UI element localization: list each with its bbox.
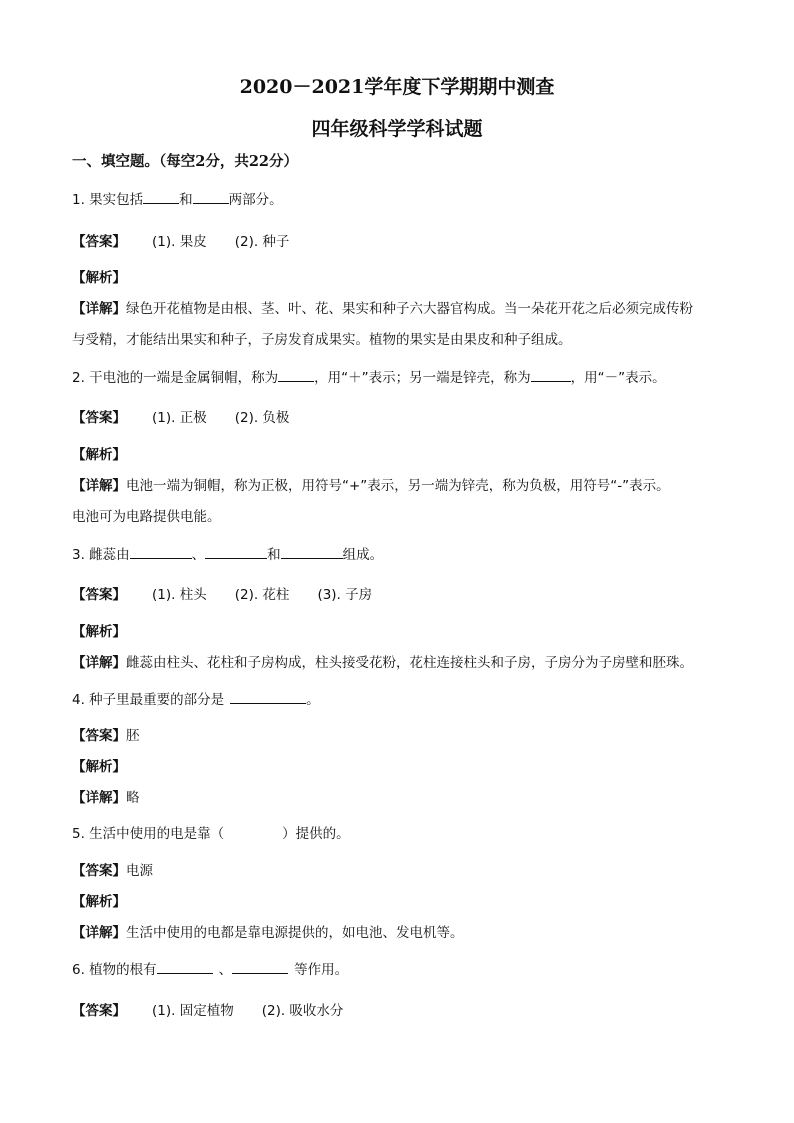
detail-label: 【详解】 [72, 790, 126, 806]
q1-text-2: 和 [179, 192, 193, 208]
answer-label: 【答案】 [72, 234, 126, 250]
detail-label: 【详解】 [72, 478, 126, 494]
q5-answer [72, 859, 153, 879]
q4-detail-line-1 [72, 786, 140, 806]
q2-answer-2: (2). 负极 [234, 410, 290, 426]
q3-answer-2: (2). 花柱 [234, 587, 290, 603]
answer-label: 【答案】 [72, 1003, 126, 1019]
detail-label: 【详解】 [72, 301, 126, 317]
q3-analysis [72, 620, 126, 640]
q6-answer [72, 999, 343, 1019]
q3-blank-2 [205, 544, 267, 559]
q4-answer [72, 724, 140, 744]
analysis-label: 【解析】 [72, 270, 126, 286]
question-3 [72, 543, 383, 563]
q6-answer-1: (1). 固定植物 [152, 1003, 234, 1019]
q1-blank-2 [193, 189, 229, 204]
q1-analysis [72, 266, 126, 286]
q5-answer-1: 电源 [126, 863, 153, 879]
q2-answer-1: (1). 正极 [152, 410, 207, 426]
q1-answer-1: (1). 果皮 [152, 234, 207, 250]
q1-text-1: 1. 果实包括 [72, 192, 144, 208]
q1-text-3: 两部分。 [228, 192, 283, 208]
question-1 [72, 188, 283, 208]
detail-label: 【详解】 [72, 655, 126, 671]
q6-answer-2: (2). 吸收水分 [261, 1003, 344, 1019]
q3-text-2: 、 [191, 547, 206, 563]
q5-text-2: ）提供的。 [282, 826, 350, 842]
q3-text-4: 组成。 [342, 547, 384, 563]
q5-text-1: 5. 生活中使用的电是靠（ [72, 826, 225, 842]
q4-analysis [72, 755, 126, 775]
q2-blank-2 [531, 367, 571, 382]
q3-answer-3: (3). 子房 [317, 587, 373, 603]
q2-text-3: ，用“－”表示。 [570, 370, 666, 386]
q6-text-2: 、 [218, 962, 233, 978]
answer-label: 【答案】 [72, 587, 126, 603]
q1-detail-line-1 [72, 297, 693, 317]
exam-title: 2020－2021学年度下学期期中测查 [239, 76, 555, 98]
q4-blank-1 [230, 689, 306, 704]
analysis-label: 【解析】 [72, 894, 126, 910]
q4-detail-text-1: 略 [126, 790, 140, 806]
q3-blank-1 [130, 544, 192, 559]
q5-detail-text-1: 生活中使用的电都是靠电源提供的，如电池、发电机等。 [126, 925, 464, 941]
q1-detail-text-1: 绿色开花植物是由根、茎、叶、花、果实和种子六大器官构成。当一朵花开花之后必须完成传粉 [126, 301, 693, 317]
analysis-label: 【解析】 [72, 759, 126, 775]
q5-analysis [72, 890, 126, 910]
q2-detail-line-1 [72, 474, 670, 494]
q3-detail-text-1: 雌蕊由柱头、花柱和子房构成，柱头接受花粉，花柱连接柱头和子房，子房分为子房壁和胚珠。 [126, 655, 693, 671]
q6-text-1: 6. 植物的根有 [72, 962, 157, 978]
answer-label: 【答案】 [72, 410, 126, 426]
q2-answer [72, 406, 289, 426]
q2-text-2: ，用“＋”表示；另一端是锌壳，称为 [314, 370, 531, 386]
q4-answer-1: 胚 [126, 728, 140, 744]
q3-text-3: 和 [267, 547, 281, 563]
q3-answer-1: (1). 柱头 [152, 587, 207, 603]
q2-analysis [72, 443, 126, 463]
q1-blank-1 [143, 189, 179, 204]
question-5 [72, 822, 350, 842]
q3-text-1: 3. 雌蕊由 [72, 547, 130, 563]
q4-text-2: 。 [306, 692, 320, 708]
detail-label: 【详解】 [72, 925, 126, 941]
q5-detail-line-1 [72, 921, 464, 941]
q6-text-3: 等作用。 [294, 962, 349, 978]
section-heading: 一、填空题。（每空2分，共22分） [72, 153, 299, 170]
q2-detail-line-2: 电池可为电路提供电能。 [72, 509, 221, 525]
analysis-label: 【解析】 [72, 624, 126, 640]
question-2 [72, 366, 666, 386]
q2-text-1: 2. 干电池的一端是金属铜帽，称为 [72, 370, 279, 386]
analysis-label: 【解析】 [72, 447, 126, 463]
q1-detail-line-2: 与受精，才能结出果实和种子，子房发育成果实。植物的果实是由果皮和种子组成。 [72, 332, 572, 348]
q6-blank-1 [157, 959, 213, 974]
answer-label: 【答案】 [72, 863, 126, 879]
question-4 [72, 688, 320, 708]
exam-subtitle: 四年级科学学科试题 [311, 118, 483, 140]
q4-text-1: 4. 种子里最重要的部分是 [72, 692, 225, 708]
q1-answer [72, 230, 289, 250]
q1-answer-2: (2). 种子 [234, 234, 290, 250]
q3-answer [72, 583, 372, 603]
q6-blank-2 [232, 959, 288, 974]
answer-label: 【答案】 [72, 728, 126, 744]
q2-detail-text-1: 电池一端为铜帽，称为正极，用符号“+”表示，另一端为锌壳，称为负极，用符号“-”表示。 [126, 478, 670, 494]
question-6 [72, 958, 348, 978]
q3-blank-3 [281, 544, 343, 559]
q2-blank-1 [278, 367, 314, 382]
q3-detail-line-1 [72, 651, 693, 671]
